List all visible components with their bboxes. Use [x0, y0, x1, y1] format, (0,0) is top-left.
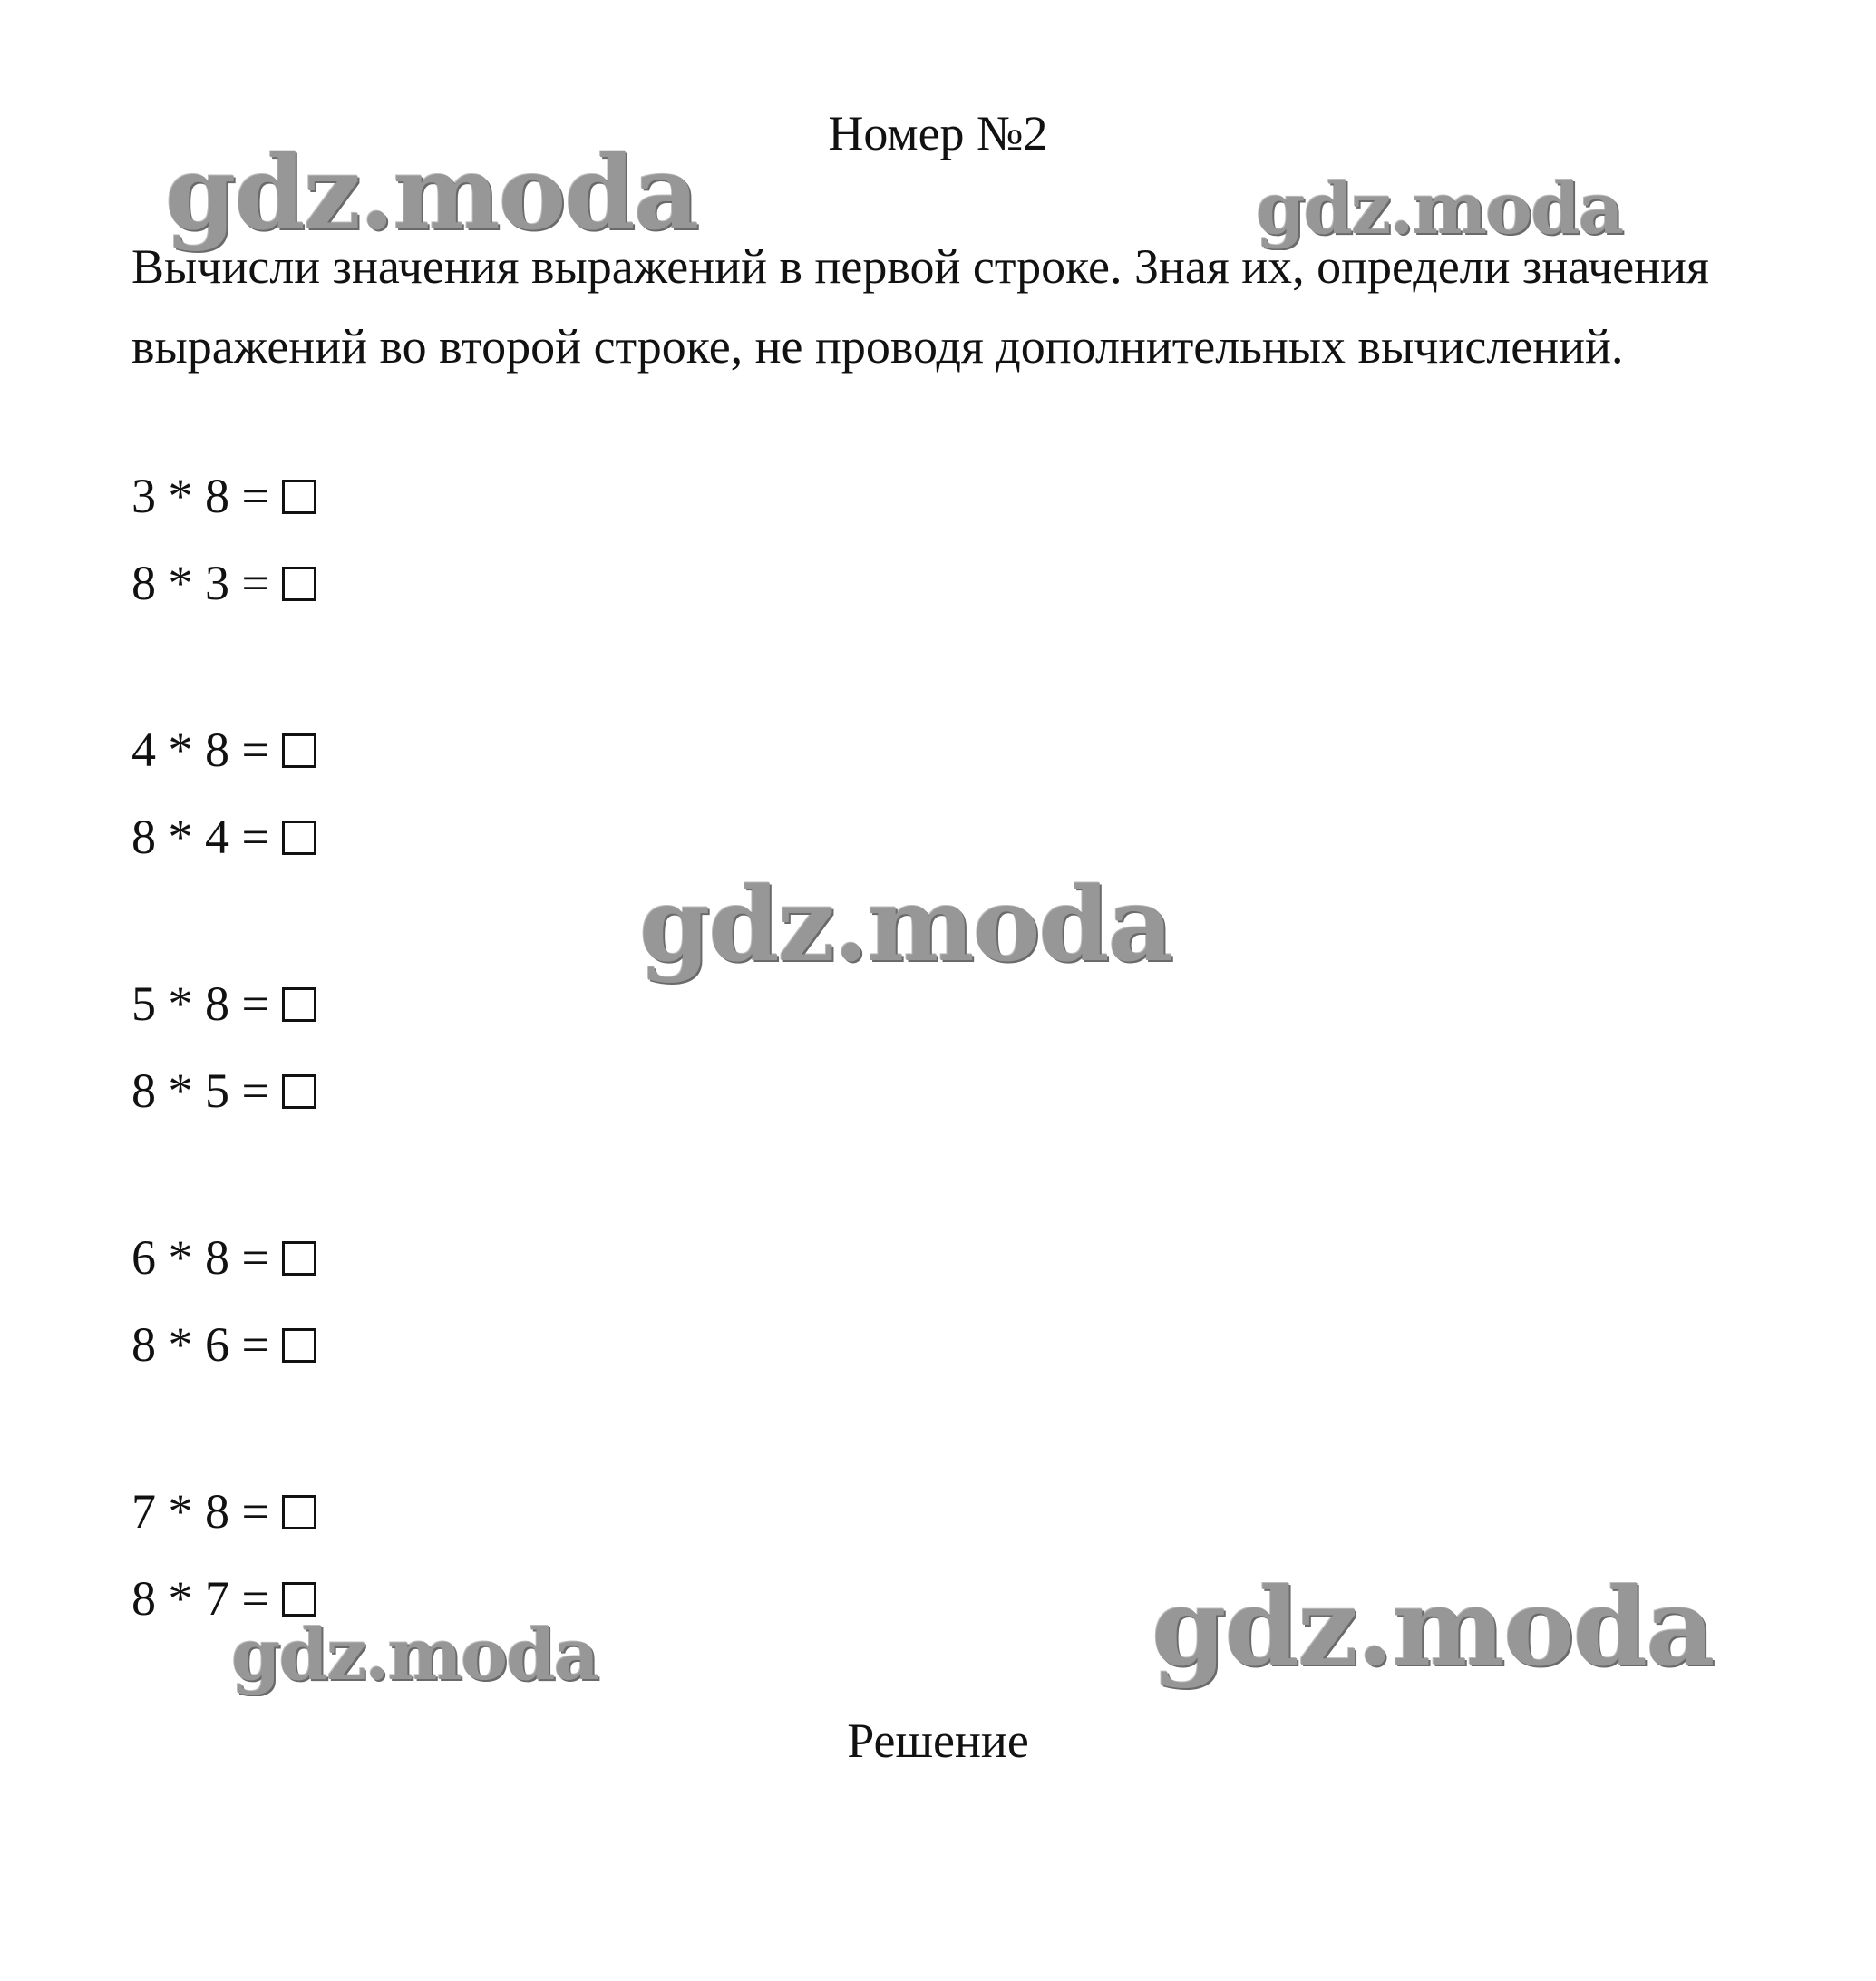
- expression-row: [131, 805, 316, 869]
- answer-box[interactable]: [282, 733, 316, 768]
- expression-text: 7 * 8 =: [131, 1484, 269, 1539]
- expression-row: [131, 1059, 316, 1122]
- answer-box[interactable]: [282, 1074, 316, 1109]
- solution-heading: Решение: [847, 1714, 1029, 1768]
- answer-box[interactable]: [282, 1582, 316, 1617]
- watermark: gdz.moda: [1152, 1564, 1714, 1690]
- expression-row: [131, 1226, 316, 1289]
- expression-text: 6 * 8 =: [131, 1230, 269, 1285]
- watermark: gdz.moda: [1256, 168, 1623, 250]
- expression-text: 8 * 6 =: [131, 1317, 269, 1372]
- task-text: Вычисли значения выражений в первой строке. Зная их, определи значения выражений во второй строке, не проводя дополнительных вычислений.: [131, 239, 1709, 374]
- expression-text: 5 * 8 =: [131, 976, 269, 1031]
- page-title: Номер №2: [828, 106, 1048, 160]
- answer-box[interactable]: [282, 1241, 316, 1276]
- expression-row: [131, 1480, 316, 1543]
- expression-text: 4 * 8 =: [131, 723, 269, 777]
- expression-text: 8 * 7 =: [131, 1571, 269, 1626]
- answer-box[interactable]: [282, 821, 316, 855]
- expression-text: 3 * 8 =: [131, 469, 269, 523]
- expression-text: 8 * 4 =: [131, 810, 269, 864]
- watermark: gdz.moda: [639, 866, 1172, 985]
- watermark: gdz.moda: [165, 134, 698, 253]
- answer-box[interactable]: [282, 567, 316, 601]
- expression-text: 8 * 5 =: [131, 1063, 269, 1118]
- answer-box[interactable]: [282, 1495, 316, 1529]
- answer-box[interactable]: [282, 480, 316, 514]
- watermark: gdz.moda: [231, 1614, 598, 1696]
- expression-row: [131, 551, 316, 615]
- expression-row: [131, 972, 316, 1035]
- expression-text: 8 * 3 =: [131, 556, 269, 610]
- answer-box[interactable]: [282, 987, 316, 1022]
- expression-row: [131, 718, 316, 782]
- expression-row: [131, 1313, 316, 1376]
- answer-box[interactable]: [282, 1328, 316, 1363]
- expression-row: [131, 464, 316, 528]
